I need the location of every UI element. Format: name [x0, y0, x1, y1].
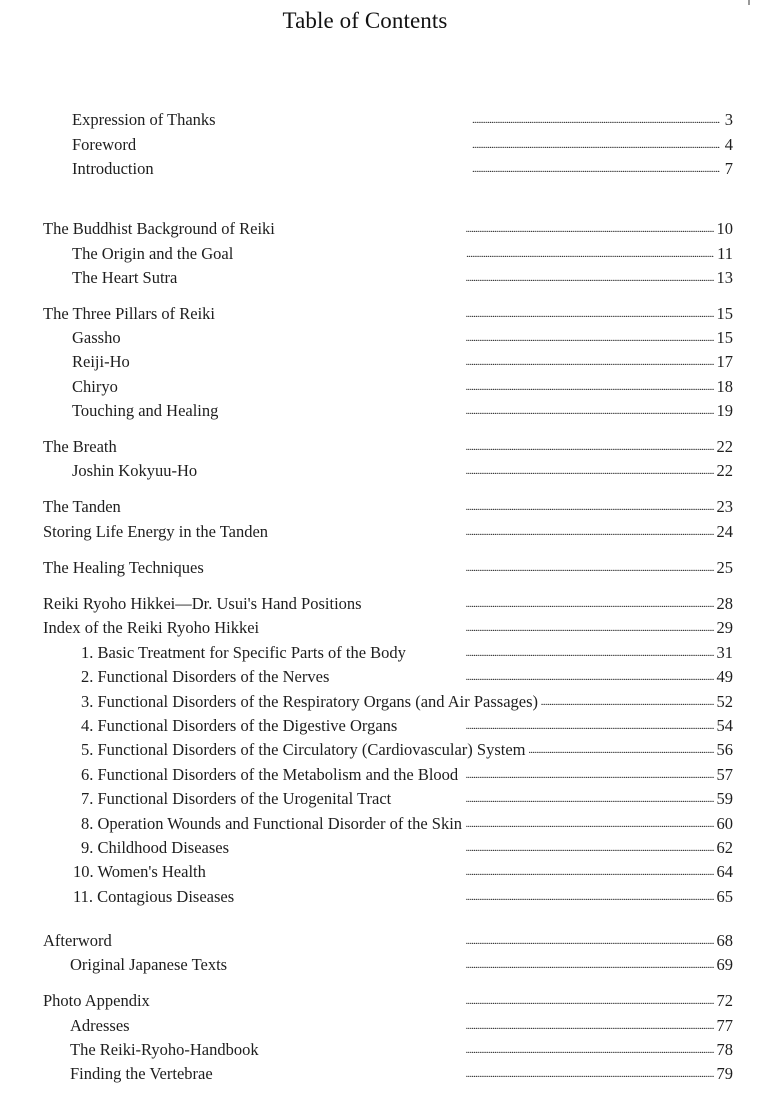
toc-entry-title: Photo Appendix	[43, 991, 150, 1010]
toc-entry-title: 1. Basic Treatment for Specific Parts of the Body	[81, 643, 406, 662]
dot-leader	[209, 862, 714, 882]
toc-entry-title: The Buddhist Background of Reiki	[43, 219, 275, 238]
dot-leader	[262, 1040, 714, 1060]
dot-leader	[529, 740, 714, 760]
toc-entry[interactable]	[43, 493, 733, 517]
toc-entry-title: Storing Life Energy in the Tanden	[43, 522, 269, 541]
toc-entry-page: 25	[716, 558, 733, 577]
toc-entry[interactable]	[70, 1036, 733, 1060]
dot-leader	[236, 244, 714, 264]
toc-entry[interactable]	[73, 883, 733, 907]
toc-entry-title: Adresses	[70, 1016, 130, 1035]
toc-entry-page: 28	[716, 594, 733, 613]
toc-entry-title: 5. Functional Disorders of the Circulatory (Cardiovascular) System	[81, 740, 526, 759]
toc-entry-title: Finding the Vertebrae	[70, 1064, 213, 1083]
dot-leader	[139, 135, 720, 155]
toc-entry-page: 24	[716, 522, 733, 541]
toc-entry[interactable]	[72, 264, 733, 288]
toc-entry-page: 19	[716, 401, 733, 420]
toc-entry[interactable]	[81, 834, 733, 858]
dot-leader	[465, 814, 713, 834]
toc-entry[interactable]	[72, 397, 733, 421]
toc-entry-title: Chiryo	[72, 377, 118, 396]
dot-leader	[124, 328, 714, 348]
toc-entry[interactable]	[81, 810, 733, 834]
toc-entry[interactable]	[43, 215, 733, 239]
toc-entry-title: Expression of Thanks	[72, 110, 216, 129]
toc-entry-title: Foreword	[72, 135, 137, 154]
toc-entry[interactable]	[81, 761, 733, 785]
dot-leader	[180, 268, 713, 288]
dot-leader	[230, 955, 713, 975]
toc-entry-title: The Reiki-Ryoho-Handbook	[70, 1040, 259, 1059]
toc-entry-title: Original Japanese Texts	[70, 955, 228, 974]
toc-entry-page: 77	[716, 1016, 733, 1035]
toc-entry[interactable]	[70, 1060, 733, 1084]
toc-entry-page: 72	[716, 991, 733, 1010]
toc-entry[interactable]	[81, 688, 733, 712]
toc-entry-title: Index of the Reiki Ryoho Hikkei	[43, 618, 260, 637]
toc-entry[interactable]	[70, 1012, 733, 1036]
toc-entry-page: 56	[716, 740, 733, 759]
dot-leader	[278, 219, 714, 239]
toc-entry-title: 9. Childhood Diseases	[81, 838, 230, 857]
dot-leader	[153, 991, 714, 1011]
toc-entry-page: 79	[716, 1064, 733, 1083]
dot-leader	[200, 461, 713, 481]
toc-entry-page: 68	[716, 931, 733, 950]
toc-entry-title: The Tanden	[43, 497, 121, 516]
dot-leader	[332, 667, 713, 687]
toc-entry[interactable]	[43, 518, 733, 542]
toc-entry[interactable]	[72, 155, 733, 179]
toc-entry-page: 23	[716, 497, 733, 516]
toc-entry[interactable]	[73, 858, 733, 882]
dot-leader	[541, 692, 713, 712]
toc-entry[interactable]	[72, 240, 733, 264]
toc-entry-page: 18	[716, 377, 733, 396]
dot-leader	[218, 304, 714, 324]
toc-entry-page: 15	[716, 328, 733, 347]
dot-leader	[461, 765, 713, 785]
toc-entry-page: 15	[716, 304, 733, 323]
toc-entry-page: 65	[716, 887, 733, 906]
toc-entry[interactable]	[81, 663, 733, 687]
dot-leader	[232, 838, 713, 858]
toc-entry-page: 57	[716, 765, 733, 784]
toc-entry[interactable]	[70, 951, 733, 975]
toc-entry-page: 69	[716, 955, 733, 974]
toc-entry-page: 17	[716, 352, 733, 371]
toc-entry-title: The Origin and the Goal	[72, 244, 234, 263]
toc-entry-page: 3	[724, 110, 733, 129]
toc-entry-page: 54	[716, 716, 733, 735]
toc-entry[interactable]	[43, 554, 733, 578]
toc-entry-title: Afterword	[43, 931, 112, 950]
toc-entry[interactable]	[43, 927, 733, 951]
dot-leader	[216, 1064, 714, 1084]
toc-entry-title: The Three Pillars of Reiki	[43, 304, 215, 323]
dot-leader	[157, 159, 720, 179]
toc-entry[interactable]	[81, 639, 733, 663]
dot-leader	[124, 497, 714, 517]
dot-leader	[120, 437, 714, 457]
toc-entry-page: 22	[716, 437, 733, 456]
page-title: Table of Contents	[282, 8, 448, 33]
dot-leader	[394, 789, 713, 809]
toc-entry-title: 10. Women's Health	[73, 862, 206, 881]
toc-entry[interactable]	[43, 614, 733, 638]
toc-entry-page: 62	[716, 838, 733, 857]
dot-leader	[221, 401, 713, 421]
toc-entry-title: 6. Functional Disorders of the Metabolism and the Blood	[81, 765, 459, 784]
toc-entry-page: 4	[724, 135, 733, 154]
toc-entry-page: 7	[724, 159, 733, 178]
toc-entry-page: 78	[716, 1040, 733, 1059]
toc-entry-page: 22	[716, 461, 733, 480]
toc-entry-page: 10	[716, 219, 733, 238]
toc-entry-title: The Breath	[43, 437, 117, 456]
page-edge-mark	[748, 0, 750, 5]
toc-entry-page: 64	[716, 862, 733, 881]
toc-entry[interactable]	[43, 987, 733, 1011]
toc-entry-title: Joshin Kokyuu-Ho	[72, 461, 198, 480]
dot-leader	[133, 352, 714, 372]
dot-leader	[409, 643, 714, 663]
toc-entry-title: Touching and Healing	[72, 401, 219, 420]
dot-leader	[271, 522, 713, 542]
toc-entry-title: The Healing Techniques	[43, 558, 204, 577]
toc-entry[interactable]	[43, 590, 733, 614]
dot-leader	[219, 110, 720, 130]
toc-entry-title: 7. Functional Disorders of the Urogenital Tract	[81, 789, 392, 808]
toc-entry-title: Reiki Ryoho Hikkei—Dr. Usui's Hand Positions	[43, 594, 362, 613]
toc-entry-title: The Heart Sutra	[72, 268, 178, 287]
toc-entry-title: Introduction	[72, 159, 154, 178]
toc-entry-title: 2. Functional Disorders of the Nerves	[81, 667, 330, 686]
toc-entry-page: 60	[716, 814, 733, 833]
dot-leader	[262, 618, 713, 638]
toc-entry-page: 11	[717, 244, 733, 263]
toc-entry[interactable]	[43, 433, 733, 457]
toc-entry-title: Reiji-Ho	[72, 352, 130, 371]
dot-leader	[237, 887, 713, 907]
toc-entry[interactable]	[72, 324, 733, 348]
toc-entry[interactable]	[81, 712, 733, 736]
toc-entry-title: 8. Operation Wounds and Functional Disorder of the Skin	[81, 814, 463, 833]
dot-leader	[207, 558, 714, 578]
toc-entry-page: 52	[716, 692, 733, 711]
toc-entry[interactable]	[81, 736, 733, 760]
toc-entry[interactable]	[81, 785, 733, 809]
dot-leader	[121, 377, 714, 397]
toc-entry[interactable]	[43, 300, 733, 324]
toc-entry-page: 13	[716, 268, 733, 287]
dot-leader	[365, 594, 714, 614]
toc-entry-title: 3. Functional Disorders of the Respiratory Organs (and Air Passages)	[81, 692, 539, 711]
toc-entry-page: 49	[716, 667, 733, 686]
toc-entry-title: 11. Contagious Diseases	[73, 887, 235, 906]
toc-entry[interactable]	[72, 373, 733, 397]
toc-entry[interactable]	[72, 131, 733, 155]
toc-entry[interactable]	[72, 106, 733, 130]
toc-entry[interactable]	[72, 457, 733, 481]
dot-leader	[115, 931, 714, 951]
dot-leader	[400, 716, 713, 736]
toc-entry[interactable]	[72, 348, 733, 372]
toc-entry-title: Gassho	[72, 328, 121, 347]
toc-entry-page: 59	[716, 789, 733, 808]
toc-entry-page: 31	[716, 643, 733, 662]
toc-entry-page: 29	[716, 618, 733, 637]
dot-leader	[133, 1016, 714, 1036]
toc-entry-title: 4. Functional Disorders of the Digestive Organs	[81, 716, 398, 735]
